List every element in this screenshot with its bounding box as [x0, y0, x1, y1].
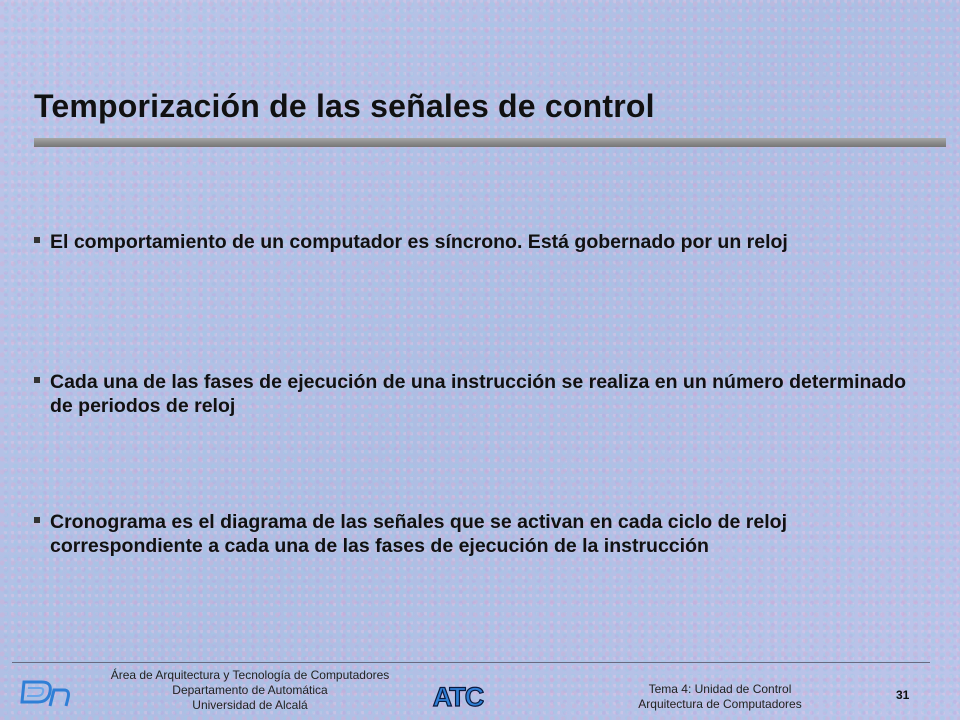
- footer-institution: [70, 668, 430, 713]
- footer-area: Área de Arquitectura y Tecnología de Computadores: [110, 668, 390, 682]
- square-bullet-icon: [34, 517, 40, 523]
- atc-logo-text: ATC: [432, 682, 484, 712]
- footer-university: Universidad de Alcalá: [192, 698, 308, 712]
- bullet-text: Cada una de las fases de ejecución de una instrucción se realiza en un número determinado de periodos de reloj: [50, 371, 907, 417]
- footer-divider: [12, 662, 930, 663]
- bullet-item: [34, 230, 914, 254]
- footer-subject: Arquitectura de Computadores: [638, 697, 802, 711]
- page-number: 31: [896, 688, 910, 702]
- slide-title: Temporización de las señales de control: [34, 88, 655, 124]
- bullet-item: [34, 370, 914, 418]
- square-bullet-icon: [34, 237, 40, 243]
- footer-department: Departamento de Automática: [172, 683, 328, 697]
- square-bullet-icon: [34, 377, 40, 383]
- title-underline: [34, 138, 946, 147]
- department-logo-icon: [20, 676, 72, 712]
- footer-topic: Tema 4: Unidad de Control: [648, 682, 792, 696]
- bullet-item: [34, 510, 914, 558]
- footer-course: [600, 682, 840, 712]
- bullet-text: Cronograma es el diagrama de las señales que se activan en cada ciclo de reloj correspondiente a cada una de las fases de ejecución de la instrucción: [50, 511, 787, 557]
- bullet-text: El comportamiento de un computador es síncrono. Está gobernado por un reloj: [50, 231, 788, 253]
- atc-logo: [432, 680, 484, 712]
